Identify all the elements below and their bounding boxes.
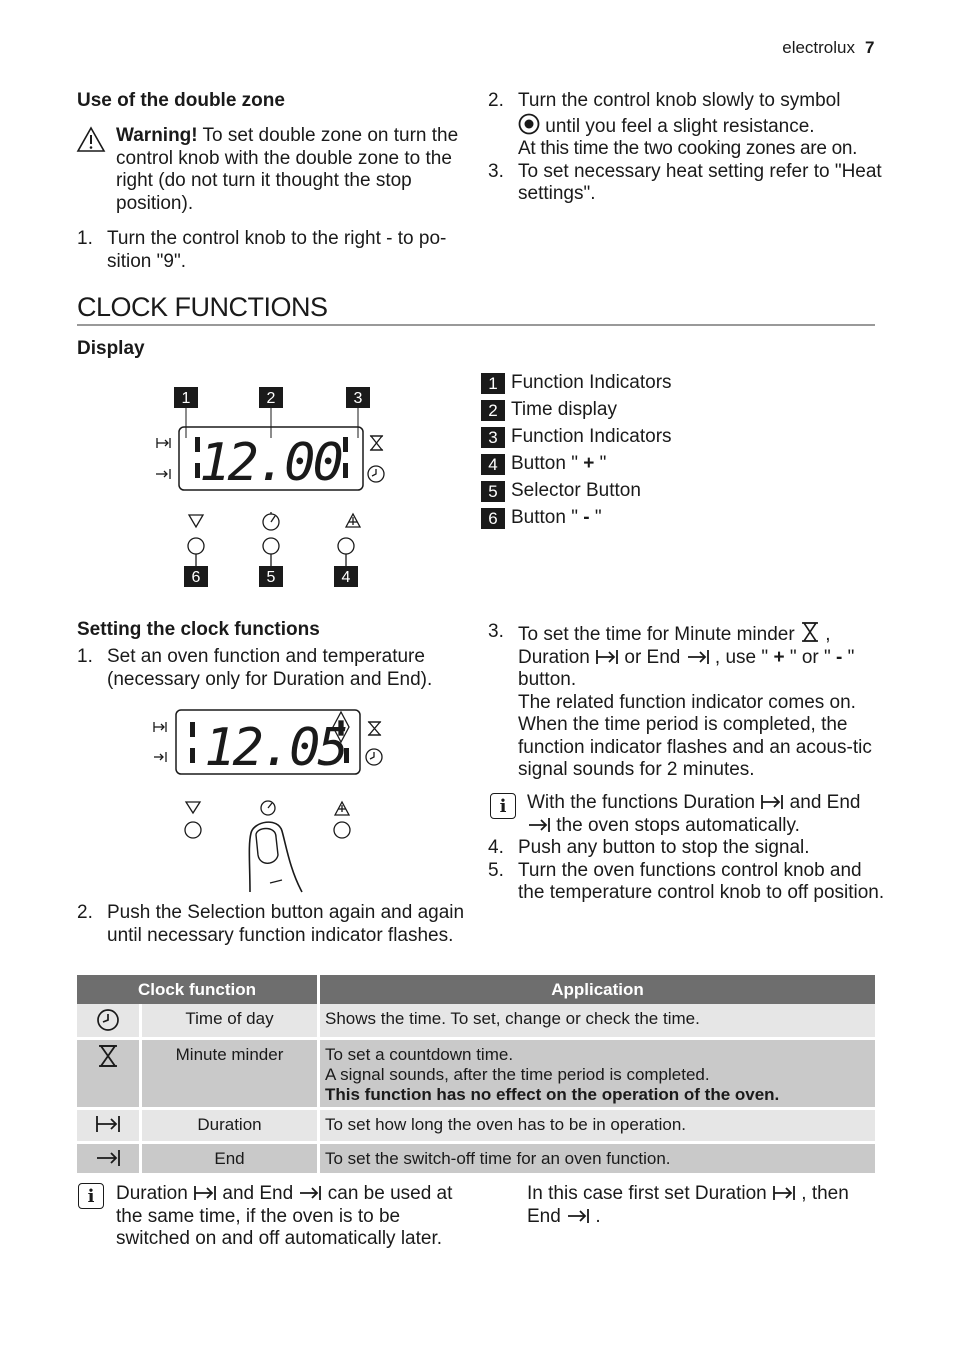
double-zone-symbol-icon: [518, 113, 540, 135]
table-cell-function: Duration: [141, 1109, 319, 1143]
step-text: Turn the oven functions control knob and the temperature control knob to off position.: [518, 859, 885, 903]
hourglass-icon: [97, 1044, 119, 1068]
duration-icon: [95, 1114, 121, 1134]
double-zone-steps-right: [488, 90, 888, 206]
display-diagram-selected: [150, 705, 395, 895]
setting-heading: Setting the clock functions: [77, 619, 320, 640]
step-text: , use ": [709, 646, 774, 668]
duration-icon: [595, 648, 619, 666]
table-cell-icon: [77, 1143, 141, 1175]
step-text: until you feel a slight resistance.: [540, 115, 815, 137]
end-icon: [95, 1148, 121, 1168]
step-number: 3.: [488, 621, 504, 642]
end-icon: [298, 1184, 322, 1202]
step-text: or End: [619, 646, 681, 668]
application-note: This function has no effect on the operation of the oven.: [325, 1085, 780, 1104]
legend-label: [511, 452, 606, 476]
table-header-clock-function: Clock function: [77, 975, 319, 1004]
tip-text: In this case first set Duration: [527, 1183, 767, 1204]
minus-key: -: [836, 646, 843, 668]
legend-number: 4: [481, 454, 505, 475]
step-text: " or ": [784, 646, 837, 668]
info-tip-combined: [116, 1183, 476, 1251]
table-row: [77, 1004, 875, 1039]
tip-text: , then: [796, 1183, 849, 1204]
clock-step-1: [77, 646, 457, 691]
step-text: The related function indicator comes on. When the time period is completed, the function indicator flashes and an acous-tic signal sounds for 2 minutes.: [518, 691, 872, 780]
step-text: Push any button to stop the signal.: [518, 837, 810, 858]
callout-3: 3: [353, 390, 363, 407]
plus-key: +: [773, 646, 785, 668]
step-number: 2.: [77, 902, 93, 923]
step-text: " button.: [518, 646, 855, 690]
legend-number: 6: [481, 508, 505, 529]
legend-key: +: [583, 453, 595, 474]
table-cell-application: [319, 1143, 876, 1175]
legend-label: Time display: [511, 399, 617, 420]
info-tip-auto-stop: [527, 792, 877, 837]
callout-4: 4: [341, 569, 351, 586]
double-zone-heading: Use of the double zone: [77, 90, 285, 111]
table-cell-icon: [77, 1039, 141, 1109]
table-cell-function: End: [141, 1143, 319, 1175]
application-text: Shows the time. To set, change or check the time.: [325, 1009, 700, 1028]
double-zone-step-3: [488, 161, 888, 206]
clock-step-5: [488, 860, 888, 905]
legend-label: Selector Button: [511, 480, 641, 501]
table-cell-function: Time of day: [141, 1004, 319, 1039]
tip-text: and End: [784, 792, 861, 813]
step-text: To set necessary heat setting refer to "Heat settings".: [518, 160, 882, 204]
table-cell-function: Minute minder: [141, 1039, 319, 1109]
legend-text: Button ": [511, 507, 584, 528]
step-text: Turn the control knob to the right - to po-sition "9".: [107, 228, 447, 272]
step-number: 3.: [488, 160, 504, 182]
step-number: 4.: [488, 837, 504, 858]
hourglass-icon: [800, 621, 820, 643]
end-icon: [527, 816, 551, 834]
display-diagram: [150, 385, 395, 590]
application-text: A signal sounds, after the time period is completed.: [325, 1065, 710, 1084]
section-rule: [77, 324, 875, 326]
table-cell-icon: [77, 1109, 141, 1143]
table-row: [77, 1143, 875, 1175]
table-row: [77, 1039, 875, 1109]
step-text: Push the Selection button again and again until necessary function indicator flashes.: [107, 902, 465, 946]
warning-icon: [76, 126, 106, 153]
brand-name: electrolux: [782, 38, 855, 57]
end-icon: [566, 1207, 590, 1225]
tip-text: Duration: [116, 1183, 188, 1204]
table-row: [77, 1109, 875, 1143]
table-header-application: Application: [319, 975, 876, 1004]
table-cell-icon: [77, 1004, 141, 1039]
legend-label: Function Indicators: [511, 426, 672, 447]
warning-paragraph: [116, 125, 466, 215]
tip-text: can be used at the same time, if the oven is to be switched on and off automatically later.: [116, 1183, 453, 1249]
legend-number: 3: [481, 427, 505, 448]
legend-number: 2: [481, 400, 505, 421]
callout-2: 2: [266, 390, 276, 407]
legend-text: ": [589, 507, 602, 528]
duration-icon: [760, 793, 784, 811]
legend-number: 5: [481, 481, 505, 502]
page-number: 7: [865, 38, 875, 57]
section-title: CLOCK FUNCTIONS: [77, 292, 328, 322]
legend-text: Button ": [511, 453, 584, 474]
clock-step-2: [77, 902, 467, 947]
double-zone-step-1: [77, 228, 467, 273]
callout-1: 1: [181, 390, 191, 407]
step-text: At this time the two cooking zones are on.: [518, 138, 858, 159]
clock-step-3: [488, 621, 888, 782]
legend-key: -: [583, 507, 590, 528]
legend-text: ": [594, 453, 607, 474]
warning-label: Warning!: [116, 125, 198, 146]
step-text: ,: [819, 624, 831, 645]
application-text: To set the switch-off time for an oven function.: [325, 1149, 671, 1168]
double-zone-step-2: [488, 90, 888, 161]
step-text: Duration: [518, 646, 590, 668]
tip-text: End: [527, 1205, 561, 1227]
step-text: To set the time for Minute minder: [518, 624, 795, 645]
tip-text: .: [590, 1205, 601, 1227]
time-display-2: 12.05: [204, 718, 346, 778]
step-number: 1.: [77, 646, 93, 667]
legend-number: 1: [481, 373, 505, 394]
legend-label: Function Indicators: [511, 372, 672, 393]
step-number: 1.: [77, 228, 93, 249]
info-tip-combined-continued: [527, 1183, 877, 1228]
clock-steps-4-5: [488, 837, 888, 905]
step-number: 5.: [488, 859, 504, 881]
tip-text: and End: [217, 1183, 294, 1204]
table-cell-application: [319, 1004, 876, 1039]
clock-icon: [96, 1008, 120, 1032]
table-cell-application: [319, 1109, 876, 1143]
callout-6: 6: [191, 569, 201, 586]
time-display-1: 12.00: [199, 433, 341, 493]
step-text: Turn the control knob slowly to symbol: [518, 90, 841, 111]
legend-label: [511, 506, 602, 530]
application-text: To set a countdown time.: [325, 1045, 514, 1064]
info-icon: i: [490, 793, 516, 819]
warning-text: To set double zone on turn the control knob with the double zone to the right (do not turn it thought the stop position).: [116, 125, 459, 214]
info-icon: i: [78, 1183, 104, 1209]
clock-functions-table: [77, 975, 875, 1176]
end-icon: [686, 648, 710, 666]
step-number: 2.: [488, 90, 504, 111]
duration-icon: [772, 1184, 796, 1202]
duration-icon: [193, 1184, 217, 1202]
callout-5: 5: [266, 569, 276, 586]
application-text: To set how long the oven has to be in operation.: [325, 1115, 687, 1134]
tip-text: the oven stops automatically.: [551, 814, 800, 836]
table-cell-application: [319, 1039, 876, 1109]
clock-step-4: [488, 837, 888, 860]
tip-text: With the functions Duration: [527, 792, 756, 813]
display-heading: Display: [77, 338, 145, 359]
step-text: Set an oven function and temperature (necessary only for Duration and End).: [107, 646, 433, 690]
